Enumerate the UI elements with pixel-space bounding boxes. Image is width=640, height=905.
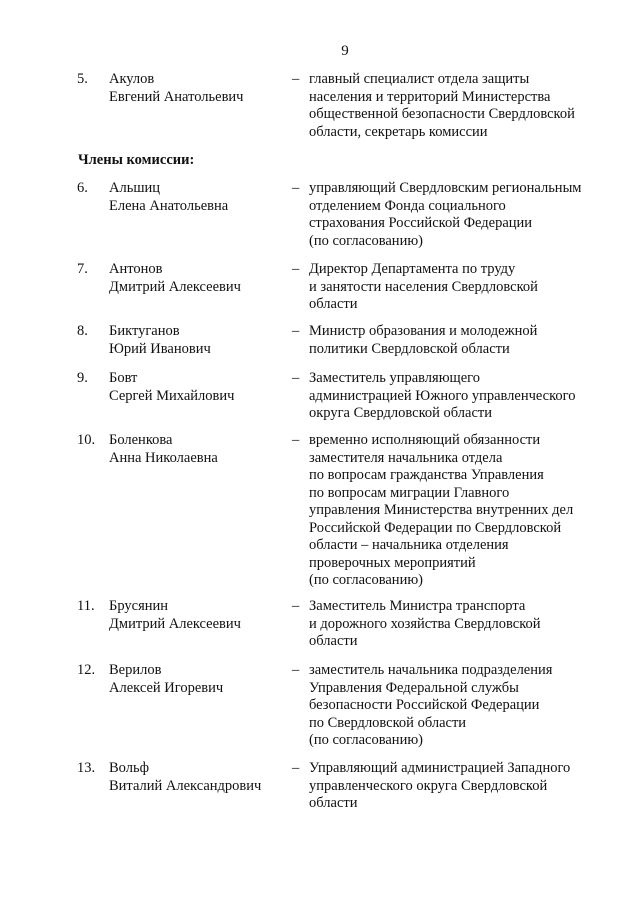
member-position bbox=[309, 180, 634, 250]
entry-number: 7. bbox=[77, 261, 88, 277]
member-position-line: Управления Федеральной службы bbox=[309, 679, 519, 696]
member-position-line: по Свердловской области bbox=[309, 714, 467, 731]
member-position-line: безопасности Российской Федерации bbox=[309, 697, 540, 713]
member-surname: Верилов bbox=[109, 662, 162, 678]
member-position bbox=[309, 323, 634, 358]
member-position bbox=[309, 71, 634, 141]
member-given-names: Анна Николаевна bbox=[109, 449, 218, 466]
member-given-names: Евгений Анатольевич bbox=[109, 88, 244, 105]
member-position-line: заместителя начальника отдела bbox=[309, 449, 503, 466]
entry-dash: – bbox=[292, 432, 300, 448]
member-position-line: Министр образования и молодежной bbox=[309, 323, 538, 339]
member-name bbox=[109, 370, 289, 405]
entry-number: 13. bbox=[77, 760, 96, 776]
entry-dash: – bbox=[292, 598, 300, 614]
entry-number: 11. bbox=[77, 598, 95, 614]
member-position-line: Директор Департамента по труду bbox=[309, 261, 516, 277]
member-name bbox=[109, 323, 289, 358]
member-position-line: Управляющий администрацией Западного bbox=[309, 760, 571, 776]
member-surname: Альшиц bbox=[109, 180, 161, 196]
member-given-names: Алексей Игоревич bbox=[109, 679, 224, 696]
member-position-line: и занятости населения Свердловской bbox=[309, 278, 538, 295]
entry-number: 12. bbox=[77, 662, 96, 678]
member-position-line: администрацией Южного управленческого bbox=[309, 387, 576, 404]
entry-dash: – bbox=[292, 662, 300, 678]
member-position-line: Российской Федерации по Свердловской bbox=[309, 519, 562, 536]
member-given-names: Елена Анатольевна bbox=[109, 197, 229, 214]
member-position-line: населения и территорий Министерства bbox=[309, 88, 551, 105]
member-name bbox=[109, 760, 289, 795]
member-position-line: управления Министерства внутренних дел bbox=[309, 502, 574, 518]
entry-dash: – bbox=[292, 760, 300, 776]
member-surname: Брусянин bbox=[109, 598, 169, 614]
member-position bbox=[309, 760, 634, 813]
member-given-names: Виталий Александрович bbox=[109, 777, 262, 794]
member-position bbox=[309, 261, 634, 314]
entry-number: 6. bbox=[77, 180, 88, 196]
member-position-line: управляющий Свердловским региональным bbox=[309, 180, 582, 196]
member-position-line: заместитель начальника подразделения bbox=[309, 662, 553, 678]
member-position-line: области bbox=[309, 296, 358, 312]
member-position-line: (по согласованию) bbox=[309, 572, 423, 588]
entry-number: 9. bbox=[77, 370, 88, 386]
member-position bbox=[309, 662, 634, 750]
member-position-line: общественной безопасности Свердловской bbox=[309, 106, 575, 122]
member-position-line: временно исполняющий обязанности bbox=[309, 432, 541, 448]
member-position-line: управленческого округа Свердловской bbox=[309, 777, 548, 794]
member-surname: Бовт bbox=[109, 370, 138, 386]
member-position-line: политики Свердловской области bbox=[309, 340, 510, 357]
member-surname: Антонов bbox=[109, 261, 163, 277]
member-position-line: Заместитель Министра транспорта bbox=[309, 598, 526, 614]
member-position-line: по вопросам гражданства Управления bbox=[309, 467, 544, 483]
member-position-line: отделением Фонда социального bbox=[309, 197, 506, 214]
member-name bbox=[109, 261, 289, 296]
member-name bbox=[109, 662, 289, 697]
member-given-names: Дмитрий Алексеевич bbox=[109, 278, 241, 295]
member-position bbox=[309, 370, 634, 423]
member-position-line: области bbox=[309, 795, 358, 811]
member-position-line: Заместитель управляющего bbox=[309, 370, 480, 386]
entry-number: 8. bbox=[77, 323, 88, 339]
member-given-names: Юрий Иванович bbox=[109, 340, 211, 357]
member-position-line: области bbox=[309, 633, 358, 649]
member-position-line: по вопросам миграции Главного bbox=[309, 484, 510, 501]
member-position-line: главный специалист отдела защиты bbox=[309, 71, 530, 87]
entry-dash: – bbox=[292, 180, 300, 196]
member-position bbox=[309, 598, 634, 651]
member-position-line: округа Свердловской области bbox=[309, 405, 493, 421]
member-position-line: и дорожного хозяйства Свердловской bbox=[309, 615, 541, 632]
member-surname: Акулов bbox=[109, 71, 155, 87]
member-position bbox=[309, 432, 634, 590]
member-position-line: (по согласованию) bbox=[309, 732, 423, 748]
entry-dash: – bbox=[292, 370, 300, 386]
member-given-names: Сергей Михайлович bbox=[109, 387, 235, 404]
member-position-line: проверочных мероприятий bbox=[309, 554, 476, 571]
member-name bbox=[109, 432, 289, 467]
member-surname: Вольф bbox=[109, 760, 149, 776]
entry-dash: – bbox=[292, 261, 300, 277]
section-heading: Члены комиссии: bbox=[78, 152, 195, 168]
entry-number: 5. bbox=[77, 71, 88, 87]
member-position-line: (по согласованию) bbox=[309, 232, 423, 249]
member-position-line: области – начальника отделения bbox=[309, 537, 509, 553]
member-name bbox=[109, 180, 289, 215]
member-surname: Боленкова bbox=[109, 432, 173, 448]
entry-number: 10. bbox=[77, 432, 96, 448]
member-name bbox=[109, 598, 289, 633]
member-name bbox=[109, 71, 289, 106]
member-position-line: области, секретарь комиссии bbox=[309, 123, 488, 140]
member-surname: Биктуганов bbox=[109, 323, 180, 339]
entry-dash: – bbox=[292, 71, 300, 87]
member-position-line: страхования Российской Федерации bbox=[309, 215, 533, 231]
page-number: 9 bbox=[341, 43, 349, 59]
entry-dash: – bbox=[292, 323, 300, 339]
member-given-names: Дмитрий Алексеевич bbox=[109, 615, 241, 632]
